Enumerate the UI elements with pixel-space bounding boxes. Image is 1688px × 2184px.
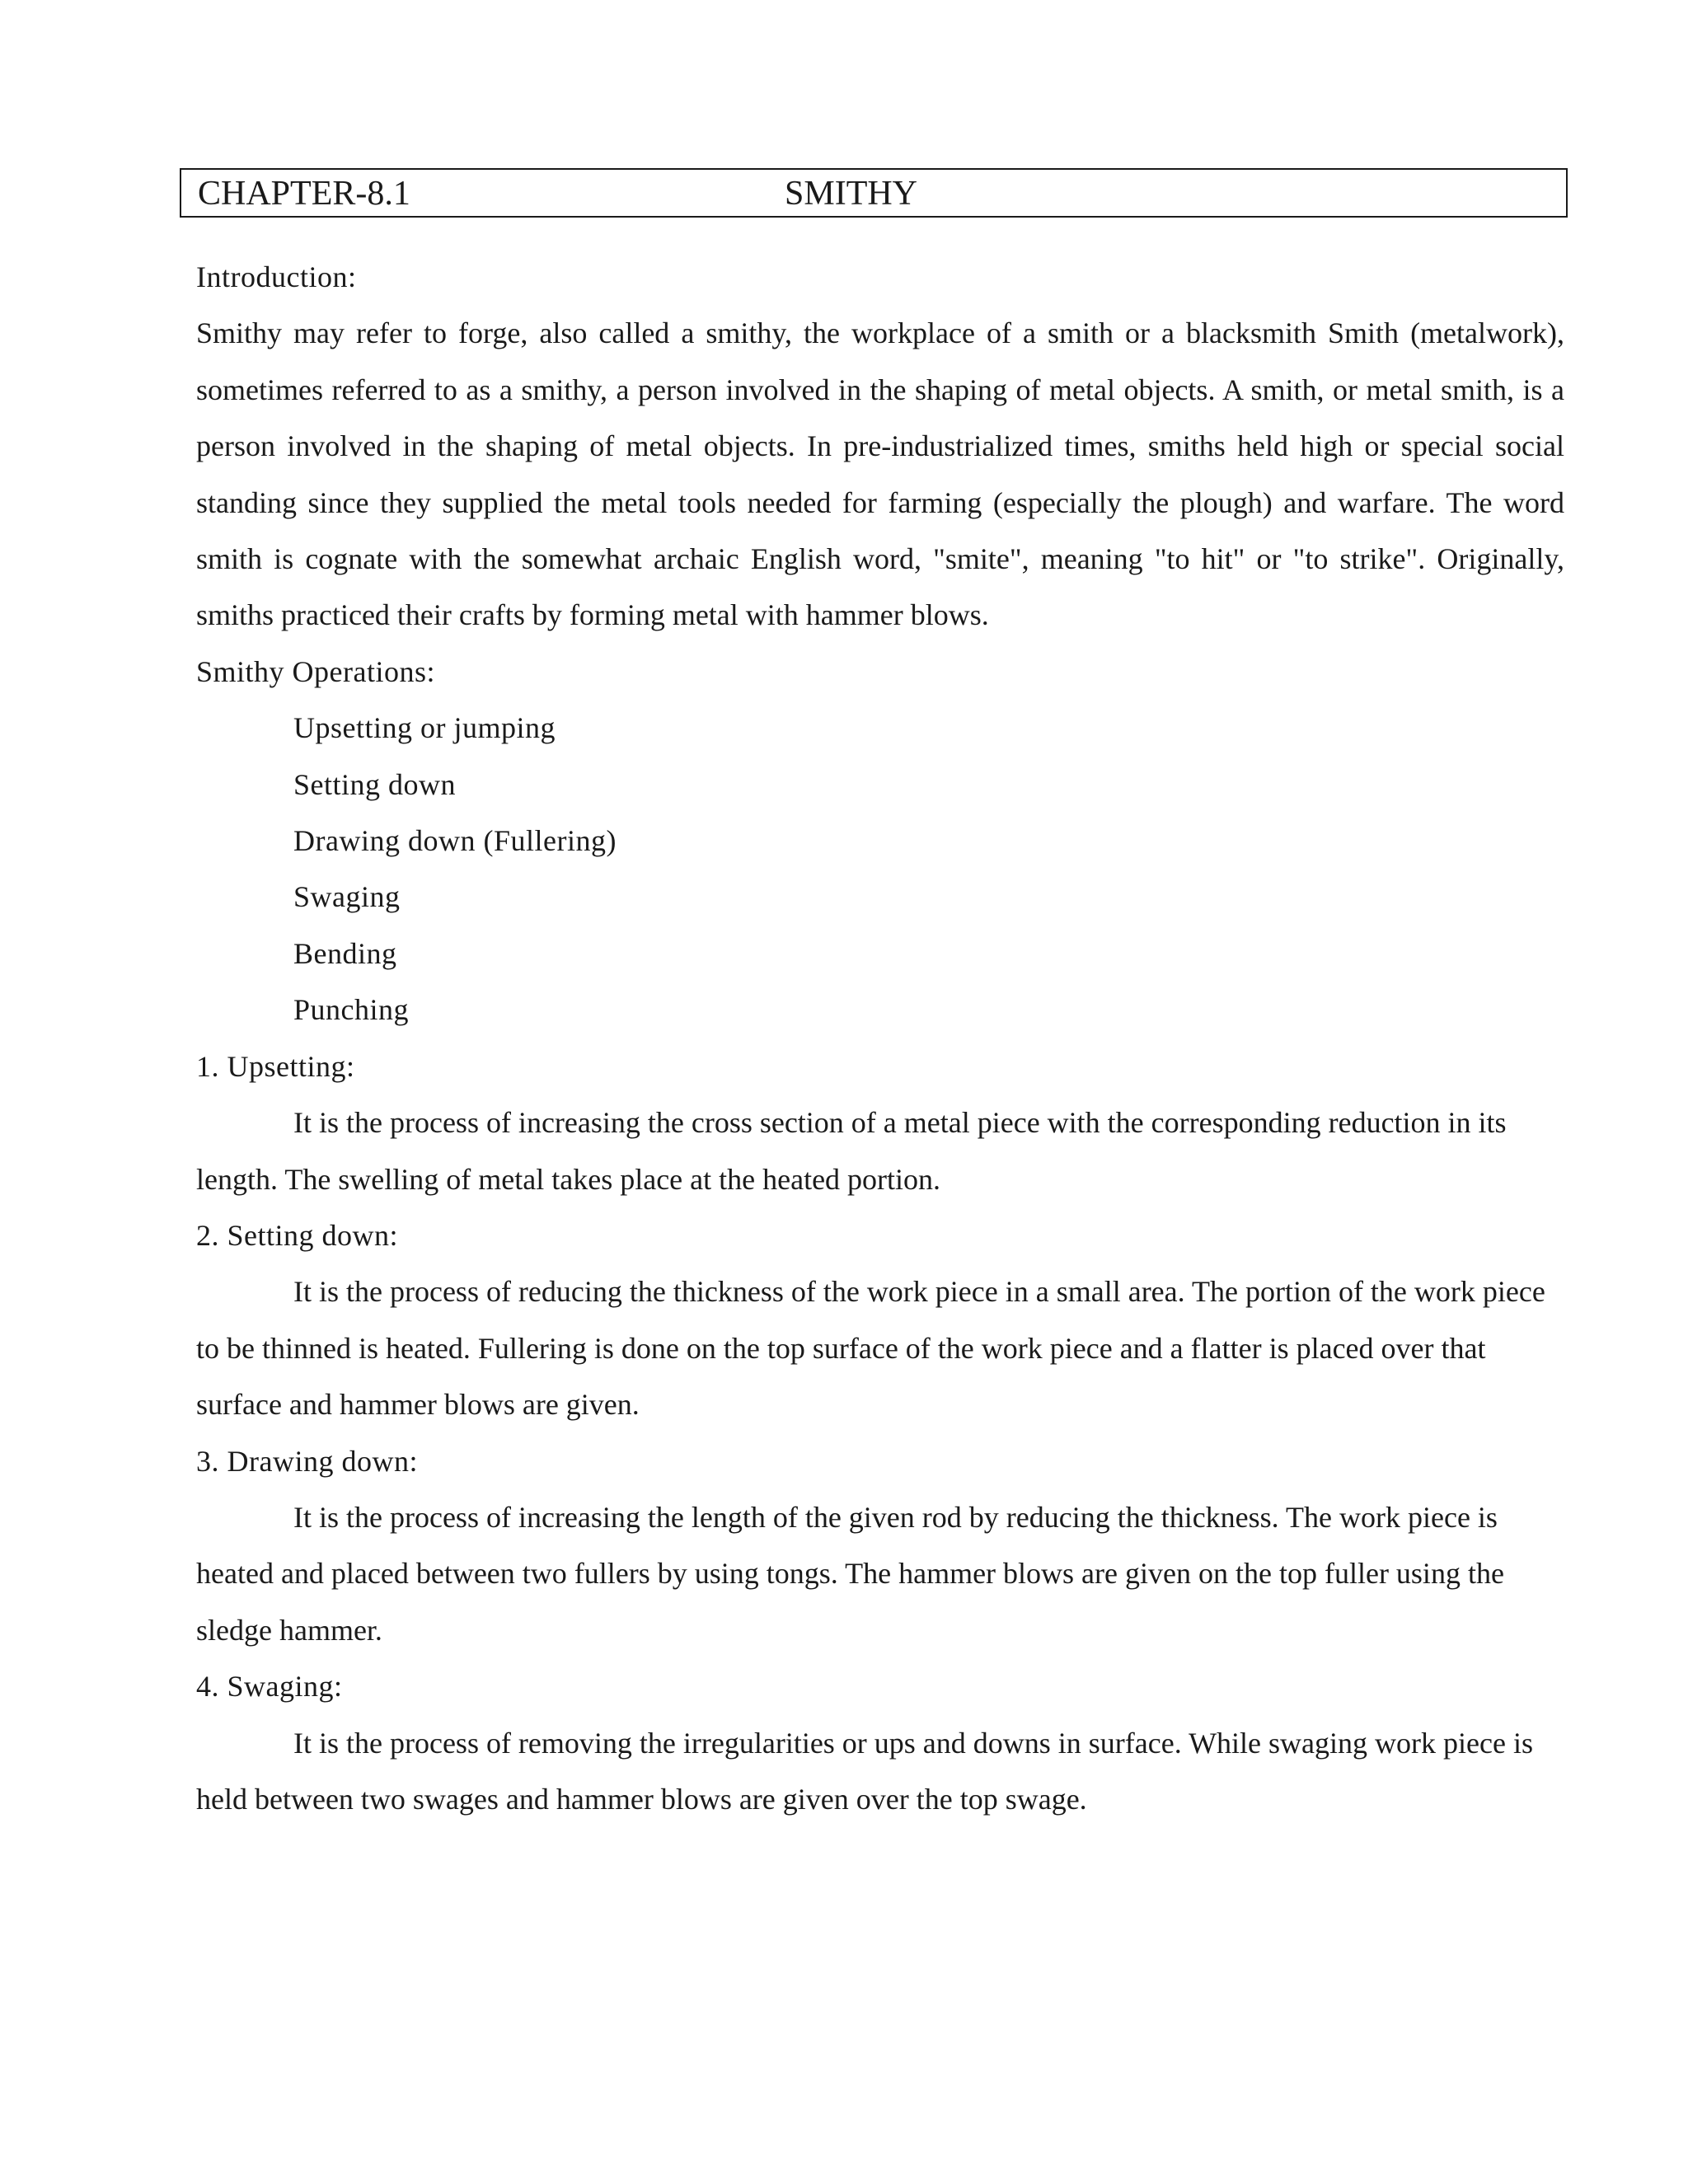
operation-item: Setting down <box>293 767 457 801</box>
operation-item: Swaging <box>293 880 401 914</box>
section-text-swaging: It is the process of removing the irregularities or ups and downs in surface. While swaging work piece is held between two swages and hammer blows are given over the top swage. <box>196 1726 1533 1816</box>
operations-list <box>196 700 1564 1038</box>
chapter-title: SMITHY <box>785 175 918 213</box>
section-text-upsetting: It is the process of increasing the cross section of a metal piece with the corresponding reduction in its length. The swelling of metal takes place at the heated portion. <box>196 1106 1507 1196</box>
operation-item: Upsetting or jumping <box>293 711 556 745</box>
section-heading-setting-down: 2. Setting down: <box>196 1218 399 1252</box>
operation-item: Bending <box>293 936 397 970</box>
document-body <box>196 249 1564 1827</box>
section-text-setting-down: It is the process of reducing the thickness of the work piece in a small area. The portion of the work piece to be thinned is heated. Fullering is done on the top surface of the work piece and a flatter is placed over that surface and hammer blows are given. <box>196 1275 1545 1422</box>
operation-item: Drawing down (Fullering) <box>293 824 617 858</box>
chapter-number: CHAPTER-8.1 <box>198 175 410 213</box>
intro-heading: Introduction: <box>196 260 357 293</box>
operations-heading: Smithy Operations: <box>196 654 435 688</box>
section-heading-upsetting: 1. Upsetting: <box>196 1049 355 1083</box>
section-heading-swaging: 4. Swaging: <box>196 1670 343 1704</box>
section-text-drawing-down: It is the process of increasing the length of the given rod by reducing the thickness. The work piece is heated and placed between two fullers by using tongs. The hammer blows are given on the top fuller using the sledge hammer. <box>196 1500 1504 1647</box>
intro-paragraph: Smithy may refer to forge, also called a smithy, the workplace of a smith or a blacksmith Smith (metalwork), sometimes referred to as a smithy, a person involved in the shaping of metal objects. A smith, or metal smith, is a person involved in the shaping of metal objects. In pre-industrialized times, smiths held high or special social standing since they supplied the metal tools needed for farming (especially the plough) and warfare. The word smith is cognate with the somewhat archaic English word, "smite", meaning "to hit" or "to strike". Originally, smiths practiced their crafts by forming metal with hammer blows. <box>196 316 1564 632</box>
chapter-header-box <box>180 168 1568 218</box>
section-heading-drawing-down: 3. Drawing down: <box>196 1444 418 1478</box>
operation-item: Punching <box>293 993 410 1027</box>
